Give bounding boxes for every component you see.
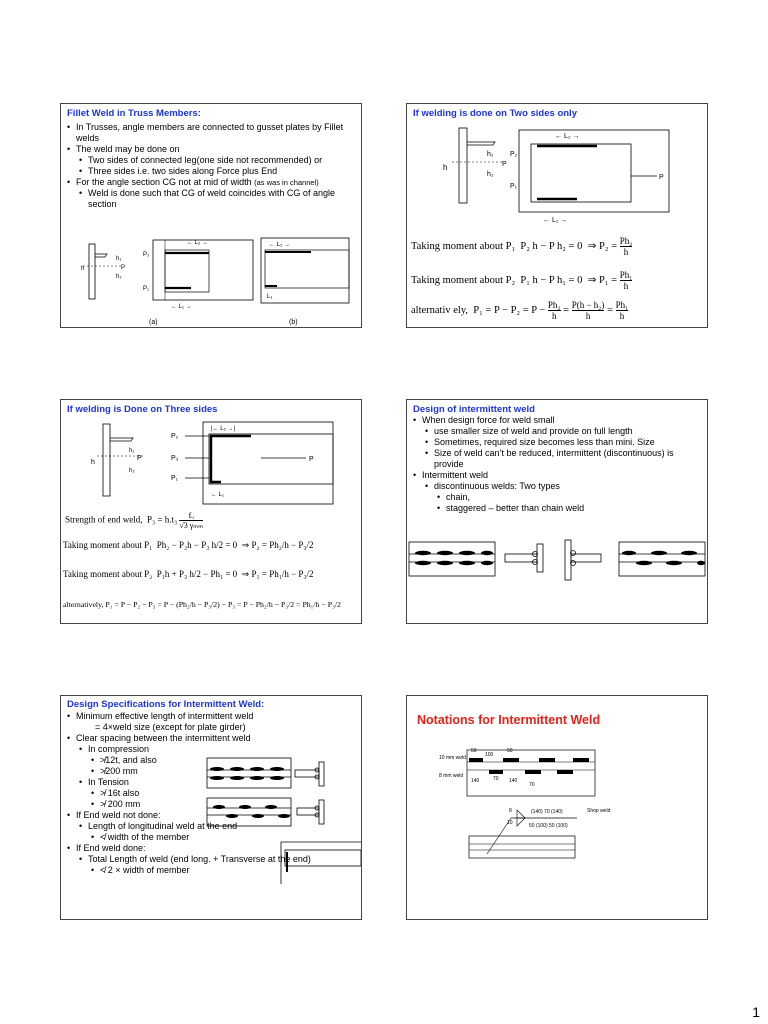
bullet: • The weld may be done on	[65, 144, 357, 155]
eq-num: Ph₁	[619, 270, 633, 280]
svg-text:P: P	[502, 161, 507, 168]
svg-text:h₁: h₁	[129, 448, 135, 454]
figure-label-b: (b)	[289, 319, 298, 326]
bullet-note: (as was in channel)	[254, 178, 319, 187]
svg-text:P₂: P₂	[510, 151, 518, 158]
eq-result: ⇒ P₂ =	[241, 540, 267, 550]
eq-expr: Ph₂ − P₂h − P₃	[156, 540, 210, 550]
bullet: • discontinuous welds: Two types	[411, 481, 703, 492]
slide-design-intermittent	[406, 399, 708, 624]
slide-title: Design of intermittent weld	[413, 404, 535, 415]
eq-expr: Ph₁/h − P₃/2	[269, 569, 314, 579]
bullet: • Weld is done such that CG of weld coincides with CG of angle section	[65, 188, 357, 210]
svg-text:← L₁ →: ← L₁ →	[543, 217, 568, 224]
bullet: • ≯ 200 mm	[65, 799, 357, 810]
bullet: • Clear spacing between the intermittent weld	[65, 733, 357, 744]
intermittent-weld-figure	[407, 536, 707, 586]
eq-expr: P₃ = h.t₃	[146, 514, 178, 525]
bullet: • staggered – better than chain weld	[411, 503, 703, 514]
bullet: • In compression	[65, 744, 357, 755]
slide-two-sides	[406, 103, 708, 328]
svg-text:|← L₂ →|: |← L₂ →|	[211, 426, 236, 432]
bullet: • ≯200 mm	[65, 766, 357, 777]
equation-alternative: alternativ ely, P₁ = P − P₂ = P − $\frac{\text{Ph₂}}{h}$ = $\frac{\text{P(h − h₂)}}{h}$ = $\frac{\text{Ph₁}}{h}$	[411, 300, 629, 321]
svg-text:h₂: h₂	[129, 468, 135, 474]
svg-text:h₂: h₂	[487, 171, 494, 178]
symbol-top-spec: (140) 70 (140)	[531, 809, 563, 815]
svg-text:← L₂ →: ← L₂ →	[187, 240, 208, 246]
eq-den: h	[585, 311, 591, 321]
equation-moment-p2	[63, 569, 314, 580]
label-8mm-weld: 8 mm weld	[439, 773, 464, 779]
svg-text:P: P	[659, 174, 664, 181]
eq-num: Ph₂	[547, 300, 561, 310]
dim-70: 70	[493, 776, 499, 782]
svg-text:h: h	[91, 459, 95, 466]
bullet-continuation: = 4×weld size (except for plate girder)	[95, 722, 246, 732]
eq-label: Taking moment about P₂	[411, 274, 516, 286]
eq-num: Ph₁	[615, 300, 629, 310]
bullet: • In Tension	[65, 777, 357, 788]
dim-140: 140	[471, 778, 480, 784]
symbol-size-8: 8	[509, 808, 512, 814]
slide-title: Design Specifications for Intermittent Weld:	[67, 699, 265, 710]
dim-50: 50	[471, 748, 477, 754]
bullet: • Two sides of connected leg(one side not recommended) or	[65, 155, 357, 166]
svg-text:← L₂ →: ← L₂ →	[269, 242, 290, 248]
eq-expr: P₁ h − P h₁ = 0	[520, 274, 583, 286]
three-sides-figure	[61, 416, 361, 511]
bullet: • If End weld done:	[65, 843, 357, 854]
eq-label: Taking moment about P₁	[63, 540, 153, 550]
bullet: • Three sides i.e. two sides along Force plus End	[65, 166, 357, 177]
bullet-list	[65, 122, 357, 210]
slide-three-sides	[60, 399, 362, 624]
shop-weld-label: Shop weld	[587, 808, 611, 814]
svg-text:h₁: h₁	[116, 256, 122, 262]
eq-expr: P₁ = P − P₂ − P₃ = P − (Ph₂/h − P₃/2) − P₃ = P − Ph₂/h − P₃/2 = Ph₁/h − P₃/2	[105, 600, 341, 609]
eq-num: Ph₂	[619, 236, 633, 246]
svg-text:P₃: P₃	[171, 455, 179, 462]
slide-title: Fillet Weld in Truss Members:	[67, 108, 201, 119]
eq-expr: P₁ = P − P₂ = P −	[473, 304, 546, 316]
figure-label-a: (a)	[149, 319, 158, 326]
equation-moment-p1	[411, 236, 632, 257]
slide-title: If welding is done on Two sides only	[413, 108, 577, 119]
slide-fillet-weld-truss	[60, 103, 362, 328]
eq-num: P(h − h₂)	[571, 300, 605, 310]
bullet: • When design force for weld small	[411, 415, 703, 426]
slide-design-specifications	[60, 695, 362, 920]
slide-title: If welding is Done on Three sides	[67, 404, 218, 415]
equation-alternative	[63, 600, 341, 609]
svg-text:P: P	[309, 456, 314, 463]
eq-expr: P₁h + P₃ h/2 − Ph₁ = 0	[156, 569, 238, 579]
bullet: • ≮ width of the member	[65, 832, 357, 843]
svg-text:P₁: P₁	[171, 475, 179, 482]
spacing-figure	[201, 754, 361, 904]
bullet: • In Trusses, angle members are connected to gusset plates by Fillet welds	[65, 122, 357, 144]
bullet: • chain,	[411, 492, 703, 503]
svg-text:P: P	[121, 265, 126, 271]
equation-end-weld	[65, 511, 203, 530]
dim-50: 50	[507, 748, 513, 754]
equation-moment-p2	[411, 270, 632, 291]
bullet: • If End weld not done:	[65, 810, 357, 821]
eq-den: h	[623, 281, 629, 291]
svg-text:P₁: P₁	[143, 286, 150, 292]
eq-den: h	[623, 247, 629, 257]
svg-text:h₁: h₁	[487, 151, 494, 158]
eq-result: ⇒ P₂ =	[587, 240, 618, 252]
svg-text:← L₁: ← L₁	[211, 492, 225, 498]
bullet: • Minimum effective length of intermittent weld	[65, 711, 357, 722]
bullet: • Intermittent weld	[411, 470, 703, 481]
bullet: • Length of longitudinal weld at the end	[65, 821, 357, 832]
eq-label: Taking moment about P₁	[411, 240, 516, 252]
eq-expr: h/2 = 0	[211, 540, 238, 550]
eq-den: √3 γₘₘ	[179, 521, 204, 530]
eq-result: ⇒ P₁ =	[241, 569, 267, 579]
svg-text:h: h	[443, 163, 448, 172]
dim-70: 70	[529, 782, 535, 788]
eq-result: ⇒ P₁ =	[587, 274, 618, 286]
svg-text:h: h	[81, 266, 85, 272]
bullet	[65, 177, 357, 188]
svg-text:L₁: L₁	[267, 294, 273, 300]
bullet-list	[411, 415, 703, 514]
svg-text:← L₁ →: ← L₁ →	[171, 304, 192, 310]
bullet: • Total Length of weld (end long. + Transverse at the end)	[65, 854, 357, 865]
bullet: • use smaller size of weld and provide on full length	[411, 426, 703, 437]
dim-140: 140	[509, 778, 518, 784]
two-sides-figure	[407, 120, 707, 230]
eq-num: fᵤ	[179, 511, 203, 521]
eq-label: Taking moment about P₂	[63, 569, 153, 579]
symbol-bottom-spec: 50 (100) 50 (100)	[529, 823, 568, 829]
eq-label: alternativ ely,	[411, 304, 469, 316]
svg-text:← L₂ →: ← L₂ →	[555, 133, 580, 140]
symbol-size-10: 10	[507, 820, 513, 826]
svg-text:P₂: P₂	[143, 252, 150, 258]
eq-expr: Ph₂/h − P₃/2	[269, 540, 314, 550]
page-number: 1	[752, 1004, 760, 1020]
bullet: • ≯ 16t also	[65, 788, 357, 799]
truss-weld-figure	[61, 232, 361, 327]
svg-text:P: P	[137, 455, 142, 462]
svg-text:h₂: h₂	[116, 274, 122, 280]
bullet: • ≮ 2 × width of member	[65, 865, 357, 876]
svg-text:P₁: P₁	[510, 183, 518, 190]
bullet: • Size of weld can’t be reduced, intermittent (discontinuous) is provide	[411, 448, 703, 470]
notation-figure	[407, 736, 707, 916]
eq-den: h	[551, 311, 557, 321]
bullet-text: For the angle section CG not at mid of width	[76, 177, 252, 187]
dim-100: 100	[485, 752, 494, 758]
bullet: • ≯12t, and also	[65, 755, 357, 766]
eq-label: Strength of end weld,	[65, 514, 143, 525]
equation-moment-p1	[63, 540, 314, 551]
eq-den: h	[619, 311, 625, 321]
slide-notations	[406, 695, 708, 920]
svg-text:P₂: P₂	[171, 433, 179, 440]
eq-expr: P₂ h − P h₂ = 0	[520, 240, 583, 252]
label-10mm-weld: 10 mm weld	[439, 755, 466, 761]
eq-label: alternatively,	[63, 600, 104, 609]
bullet: • Sometimes, required size becomes less than mini. Size	[411, 437, 703, 448]
slide-title: Notations for Intermittent Weld	[417, 713, 601, 727]
